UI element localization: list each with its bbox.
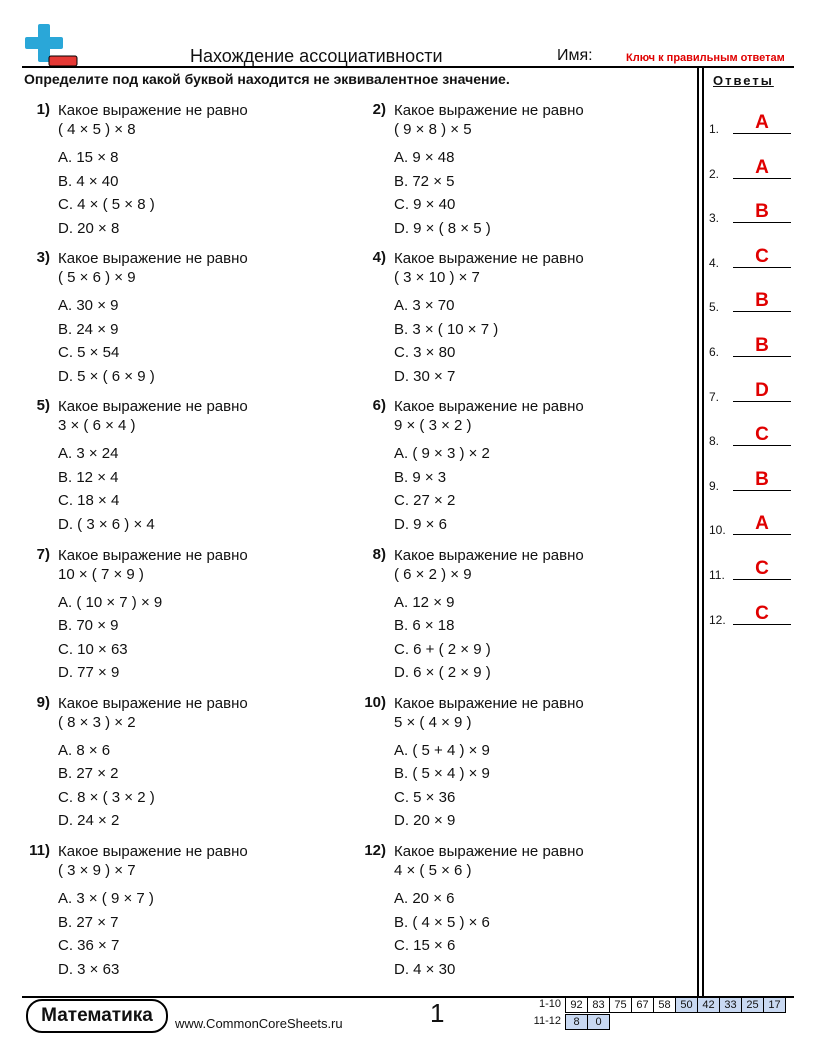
answer-option: D. 77 × 9 [58,664,120,682]
problem-expression: ( 4 × 5 ) × 8 [58,121,136,138]
answer-option: D. 5 × ( 6 × 9 ) [58,367,155,385]
problem-number: 10) [364,693,386,711]
answer-option: A. 8 × 6 [58,741,111,759]
score-cell: 25 [742,998,764,1013]
answer-option: D. 9 × 6 [394,515,447,533]
site-url: www.CommonCoreSheets.ru [175,1016,343,1031]
problem-body [58,694,248,833]
score-cell: 58 [654,998,676,1013]
answer-number: 4. [709,255,720,270]
problem-number: 4) [372,249,386,267]
option-list [394,146,584,240]
answer-value: A [755,513,769,535]
answer-number: 12. [709,612,726,627]
problem-question: Какое выражение не равно [58,398,248,416]
problem-number: 12) [364,842,386,859]
brand-badge: Математика [26,999,168,1033]
answer-option: A. ( 10 × 7 ) × 9 [58,593,163,611]
answer-column-divider-inner [702,66,704,996]
answer-option: C. 27 × 2 [394,492,456,510]
answer-option: C. 9 × 40 [394,196,456,213]
answer-option: D. 9 × ( 8 × 5 ) [394,219,491,237]
problem-body [394,546,584,685]
answer-number: 11. [709,568,725,582]
answer-option: C. 36 × 7 [58,937,120,954]
problem-body [394,249,584,388]
option-list [394,591,584,685]
score-cell: 0 [588,1015,610,1030]
answer-row [709,558,795,582]
answer-option: D. 20 × 8 [58,219,120,237]
answer-option: D. 30 × 7 [394,367,456,385]
answer-number: 3. [709,211,720,226]
problem-expression: 9 × ( 3 × 2 ) [394,417,472,435]
problem-number: 6) [372,397,386,415]
problem-expression: 10 × ( 7 × 9 ) [58,565,144,583]
problem-expression: ( 6 × 2 ) × 9 [394,565,472,583]
answer-row [709,513,795,537]
answer-option: B. 27 × 2 [58,765,119,783]
problem-body [394,397,584,536]
problem-body [58,546,248,685]
problem-body [58,397,248,536]
option-list [58,591,248,685]
answer-option: C. 10 × 63 [58,640,128,658]
score-cell: 67 [632,998,654,1013]
score-cell: 8 [566,1015,588,1030]
answer-option: B. 12 × 4 [58,468,119,486]
problem-expression: 4 × ( 5 × 6 ) [394,862,472,879]
answer-key-label: Ключ к правильным ответам [626,52,785,64]
answer-row [709,603,795,627]
answer-option: B. ( 4 × 5 ) × 6 [394,913,490,931]
score-cell: 50 [676,998,698,1013]
answers-heading: Ответы [713,73,774,88]
answer-option: A. 3 × 70 [394,297,455,315]
answer-number: 10. [709,523,726,538]
score-row [565,997,786,1013]
option-list [58,146,248,240]
name-label: Имя: [557,47,593,64]
problem-expression: 3 × ( 6 × 4 ) [58,417,136,435]
answer-option: A. 3 × ( 9 × 7 ) [58,890,154,907]
problem-question: Какое выражение не равно [58,250,248,268]
option-list [58,887,248,981]
answer-value: C [755,602,769,624]
answer-number: 7. [709,389,720,404]
answer-option: A. ( 5 + 4 ) × 9 [394,741,490,759]
header-divider [22,66,794,68]
answer-value: B [755,201,769,223]
problem-number: 8) [372,545,386,563]
answer-option: C. 5 × 36 [394,788,456,806]
option-list [394,442,584,536]
problem-question: Какое выражение не равно [394,843,584,860]
answer-option: C. 15 × 6 [394,937,456,954]
answer-option: A. 20 × 6 [394,890,455,907]
score-cell: 83 [588,998,610,1013]
answer-row [709,246,795,270]
answer-number: 8. [709,434,720,449]
answer-option: A. 12 × 9 [394,593,455,611]
score-row [565,1014,610,1030]
plus-minus-logo-icon [22,24,80,68]
answer-value: C [755,245,769,267]
answer-option: D. ( 3 × 6 ) × 4 [58,515,155,533]
problem-expression: ( 3 × 10 ) × 7 [394,269,480,287]
option-list [394,739,584,833]
answer-option: A. 3 × 24 [58,445,119,463]
option-list [394,294,584,388]
score-row-label: 1-10 [538,998,561,1010]
answer-row [709,112,795,136]
score-cell: 17 [764,998,786,1013]
option-list [58,739,248,833]
problem-number: 11) [29,842,50,859]
answer-row [709,335,795,359]
problem-expression: ( 3 × 9 ) × 7 [58,862,136,879]
instruction-text: Определите под какой буквой находится не эквивалентное значение. [24,71,510,87]
problem-number: 1) [36,101,50,118]
problem-body [58,249,248,388]
answer-option: D. 24 × 2 [58,812,120,830]
answer-value: D [755,379,769,401]
answer-option: A. 15 × 8 [58,149,119,166]
answer-option: D. 6 × ( 2 × 9 ) [394,664,491,682]
answer-number: 2. [709,166,720,181]
answer-option: C. 3 × 80 [394,344,456,362]
score-cell: 42 [698,998,720,1013]
answer-option: B. 3 × ( 10 × 7 ) [394,320,499,338]
answer-option: B. 27 × 7 [58,913,119,931]
problem-number: 7) [36,545,50,563]
answer-row [709,290,795,314]
answer-option: D. 3 × 63 [58,960,120,978]
answer-option: B. 72 × 5 [394,172,455,190]
answer-option: D. 20 × 9 [394,812,456,830]
problem-body [394,101,584,240]
problem-body [394,694,584,833]
problem-body [58,101,248,240]
answer-number: 5. [709,300,720,315]
answer-option: B. 6 × 18 [394,617,455,635]
score-cell: 33 [720,998,742,1013]
answer-row [709,201,795,225]
problem-expression: ( 9 × 8 ) × 5 [394,121,472,138]
answer-option: C. 4 × ( 5 × 8 ) [58,196,155,213]
option-list [58,294,248,388]
option-list [394,887,584,981]
option-list [58,442,248,536]
answer-row [709,380,795,404]
problem-number: 5) [36,397,50,415]
answer-option: B. 4 × 40 [58,172,119,190]
problem-number: 9) [36,693,50,711]
answer-column-divider [697,66,699,996]
problem-expression: 5 × ( 4 × 9 ) [394,713,472,731]
answer-option: A. ( 9 × 3 ) × 2 [394,445,490,463]
problem-question: Какое выражение не равно [58,843,248,860]
answer-option: B. 24 × 9 [58,320,119,338]
answer-option: C. 5 × 54 [58,344,120,362]
problem-expression: ( 5 × 6 ) × 9 [58,269,136,287]
problem-number: 3) [36,249,50,267]
answer-row [709,157,795,181]
answer-row [709,424,795,448]
problem-expression: ( 8 × 3 ) × 2 [58,713,136,731]
answer-option: C. 8 × ( 3 × 2 ) [58,788,155,806]
problem-question: Какое выражение не равно [394,694,584,712]
answer-value: C [755,558,769,579]
page-number: 1 [430,998,445,1028]
answer-option: C. 18 × 4 [58,492,120,510]
answer-number: 6. [709,345,720,359]
problem-body [394,842,584,981]
answer-row [709,469,795,493]
problem-question: Какое выражение не равно [394,250,584,268]
problem-body [58,842,248,981]
answer-number: 1. [709,122,720,136]
problem-question: Какое выражение не равно [394,102,584,119]
problem-question: Какое выражение не равно [394,398,584,416]
problem-question: Какое выражение не равно [58,694,248,712]
answer-value: B [755,468,769,490]
answer-option: A. 30 × 9 [58,297,119,315]
problem-number: 2) [372,101,386,118]
answer-option: A. 9 × 48 [394,149,455,166]
answer-option: C. 6 + ( 2 × 9 ) [394,640,491,658]
answer-value: B [755,335,769,356]
score-row-label: 11-12 [533,1015,561,1027]
problem-question: Какое выражение не равно [58,102,248,119]
answer-option: B. 70 × 9 [58,617,119,635]
problem-question: Какое выражение не равно [394,546,584,564]
problem-question: Какое выражение не равно [58,546,248,564]
score-cell: 92 [566,998,588,1013]
answer-value: C [755,424,769,446]
worksheet-title: Нахождение ассоциативности [190,46,443,66]
score-cell: 75 [610,998,632,1013]
answer-value: B [755,290,769,312]
answer-option: D. 4 × 30 [394,960,456,978]
answer-number: 9. [709,478,720,493]
answer-option: B. ( 5 × 4 ) × 9 [394,765,490,783]
answer-value: A [755,156,769,178]
answer-value: A [755,112,769,133]
answer-option: B. 9 × 3 [394,468,447,486]
